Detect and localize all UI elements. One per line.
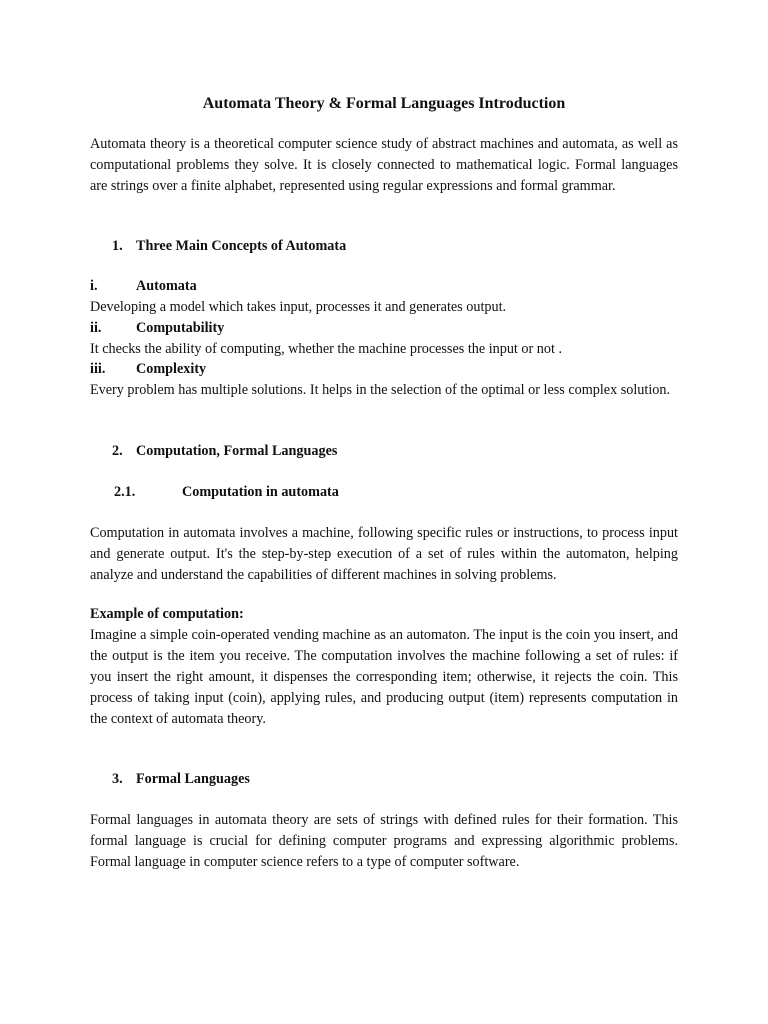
item-heading-automata [90, 276, 678, 297]
item-text-computability: It checks the ability of computing, whether the machine processes the input or not . [90, 341, 562, 357]
subsection-title: Computation in automata [182, 484, 339, 500]
roman-numeral: iii. [90, 361, 106, 377]
item-heading-complexity [90, 359, 678, 380]
item-text-complexity: Every problem has multiple solutions. It helps in the selection of the optimal or less complex solution. [90, 382, 671, 398]
section-title: Computation, Formal Languages [136, 443, 338, 459]
roman-numeral: ii. [90, 320, 102, 336]
section-number: 3. [112, 771, 123, 787]
computation-paragraph: Computation in automata involves a machine, following specific rules or instructions, to process input and generate output. It's the step-by-step execution of a set of rules within the automaton, helping analyze and understand the capabilities of different machines in solving problems. [90, 525, 678, 583]
section-number: 1. [112, 238, 123, 254]
section-3-heading [90, 769, 678, 790]
formal-languages-paragraph: Formal languages in automata theory are sets of strings with defined rules for their formation. This formal language is crucial for defining computer programs and expressing algorithmic problems. Formal language in computer science refers to a type of computer software. [90, 812, 678, 870]
section-1-heading [90, 236, 678, 257]
item-term: Automata [136, 278, 197, 294]
item-term: Computability [136, 320, 225, 336]
intro-paragraph: Automata theory is a theoretical computer science study of abstract machines and automata, as well as computational problems they solve. It is closely connected to mathematical logic. Formal languages are strings over a finite alphabet, represented using regular expressions and formal grammar. [90, 136, 678, 194]
item-term: Complexity [136, 361, 207, 377]
section-title: Formal Languages [136, 771, 250, 787]
example-heading: Example of computation: [90, 606, 244, 622]
section-2-heading [90, 441, 678, 462]
roman-numeral: i. [90, 278, 98, 294]
subsection-number: 2.1. [114, 484, 136, 500]
section-number: 2. [112, 443, 123, 459]
item-heading-computability [90, 318, 678, 339]
example-paragraph: Imagine a simple coin-operated vending machine as an automaton. The input is the coin you insert, and the output is the item you receive. The computation involves the machine following a set of rules: if you insert the right amount, it dispenses the corresponding item; otherwise, it rejects the coin. This process of taking input (coin), applying rules, and producing output (item) represents computation in the context of automata theory. [90, 627, 678, 727]
subsection-2-1-heading [90, 482, 678, 503]
section-title: Three Main Concepts of Automata [136, 238, 347, 254]
item-text-automata: Developing a model which takes input, processes it and generates output. [90, 299, 507, 315]
document-title: Automata Theory & Formal Languages Introduction [202, 95, 566, 112]
